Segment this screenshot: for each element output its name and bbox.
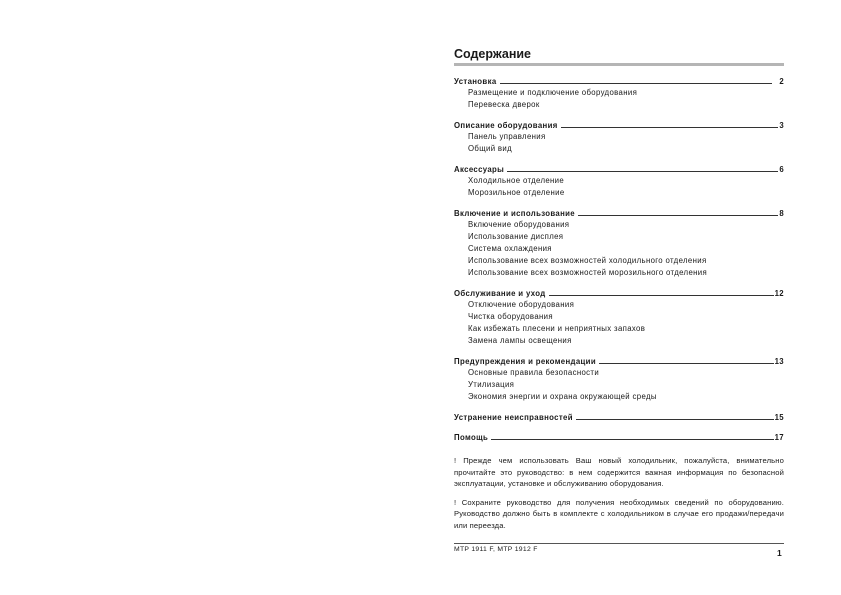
toc-subitem[interactable]: Отключение оборудования <box>468 300 575 309</box>
toc-entry[interactable] <box>454 120 784 131</box>
toc-section-title: Обслуживание и уход <box>454 289 546 298</box>
toc-page-number: 6 <box>779 165 784 174</box>
toc-subitem[interactable]: Замена лампы освещения <box>468 336 572 345</box>
footer-divider <box>454 543 784 544</box>
toc-page-number: 2 <box>779 77 784 86</box>
toc-section <box>454 356 784 403</box>
toc-subitem[interactable]: Общий вид <box>468 144 513 153</box>
toc-entry[interactable] <box>454 432 784 443</box>
toc-section-title: Предупреждения и рекомендации <box>454 357 596 366</box>
dot-leader <box>500 83 773 84</box>
toc-subitem[interactable]: Утилизация <box>468 380 515 389</box>
contents-column <box>454 46 784 539</box>
toc-section <box>454 208 784 279</box>
toc-page-number: 12 <box>774 289 784 298</box>
dot-leader <box>576 419 774 420</box>
dot-leader <box>578 215 778 216</box>
toc-subitem[interactable]: Как избежать плесени и неприятных запахов <box>468 324 646 333</box>
toc-section <box>454 288 784 347</box>
toc-subitem[interactable]: Перевеска дверок <box>468 100 540 109</box>
toc-section-title: Установка <box>454 77 497 86</box>
toc-section <box>454 76 784 111</box>
footer-model: MTP 1911 F, MTP 1912 F <box>454 546 538 553</box>
dot-leader <box>599 363 774 364</box>
toc-subitem[interactable]: Использование всех возможностей холодильного отделения <box>468 256 707 265</box>
toc-page-number: 8 <box>779 209 784 218</box>
note-read-manual: ! Прежде чем использовать Ваш новый холодильник, пожалуйста, внимательно прочитайте это руководство: в нем содержится важная информация по безопасной эксплуатации, установке и обслуживанию оборудования. <box>454 456 784 489</box>
toc-section <box>454 432 784 443</box>
toc-page-number: 15 <box>774 413 784 422</box>
toc-subitem[interactable]: Система охлаждения <box>468 244 552 253</box>
page-title: Содержание <box>454 47 532 61</box>
toc-entry[interactable] <box>454 356 784 367</box>
toc-subitem[interactable]: Основные правила безопасности <box>468 368 600 377</box>
toc-page-number: 17 <box>774 433 784 442</box>
note-keep-manual: ! Сохраните руководство для получения необходимых сведений по оборудованию. Руководство должно быть в комплекте с холодильником в случае его продажи/передачи или переезда. <box>454 497 784 530</box>
toc-section-title: Аксессуары <box>454 165 505 174</box>
toc-section <box>454 412 784 423</box>
dot-leader <box>561 127 779 128</box>
toc-entry[interactable] <box>454 412 784 423</box>
toc-page-number: 3 <box>779 121 784 130</box>
dot-leader <box>491 439 773 440</box>
table-of-contents <box>454 76 784 443</box>
toc-entry[interactable] <box>454 208 784 219</box>
dot-leader <box>507 171 778 172</box>
toc-subitem[interactable]: Экономия энергии и охрана окружающей среды <box>468 392 657 401</box>
toc-subitem[interactable]: Холодильное отделение <box>468 176 565 185</box>
dot-leader <box>549 295 774 296</box>
toc-entry[interactable] <box>454 288 784 299</box>
toc-section <box>454 164 784 199</box>
page-number: 1 <box>777 548 782 558</box>
toc-section <box>454 120 784 155</box>
toc-subitem[interactable]: Панель управления <box>468 132 546 141</box>
toc-section-title: Описание оборудования <box>454 121 558 130</box>
toc-subitem[interactable]: Морозильное отделение <box>468 188 565 197</box>
toc-subitem[interactable]: Чистка оборудования <box>468 312 553 321</box>
notes <box>454 455 784 532</box>
toc-page-number: 13 <box>774 357 784 366</box>
toc-subitem[interactable]: Использование всех возможностей морозильного отделения <box>468 268 708 277</box>
toc-subitem[interactable]: Размещение и подключение оборудования <box>468 88 638 97</box>
title-divider <box>454 63 784 66</box>
toc-section-title: Включение и использование <box>454 209 575 218</box>
toc-section-title: Устранение неисправностей <box>454 413 573 422</box>
toc-section-title: Помощь <box>454 433 489 442</box>
toc-entry[interactable] <box>454 76 784 87</box>
toc-subitem[interactable]: Включение оборудования <box>468 220 570 229</box>
toc-subitem[interactable]: Использование дисплея <box>468 232 564 241</box>
toc-entry[interactable] <box>454 164 784 175</box>
